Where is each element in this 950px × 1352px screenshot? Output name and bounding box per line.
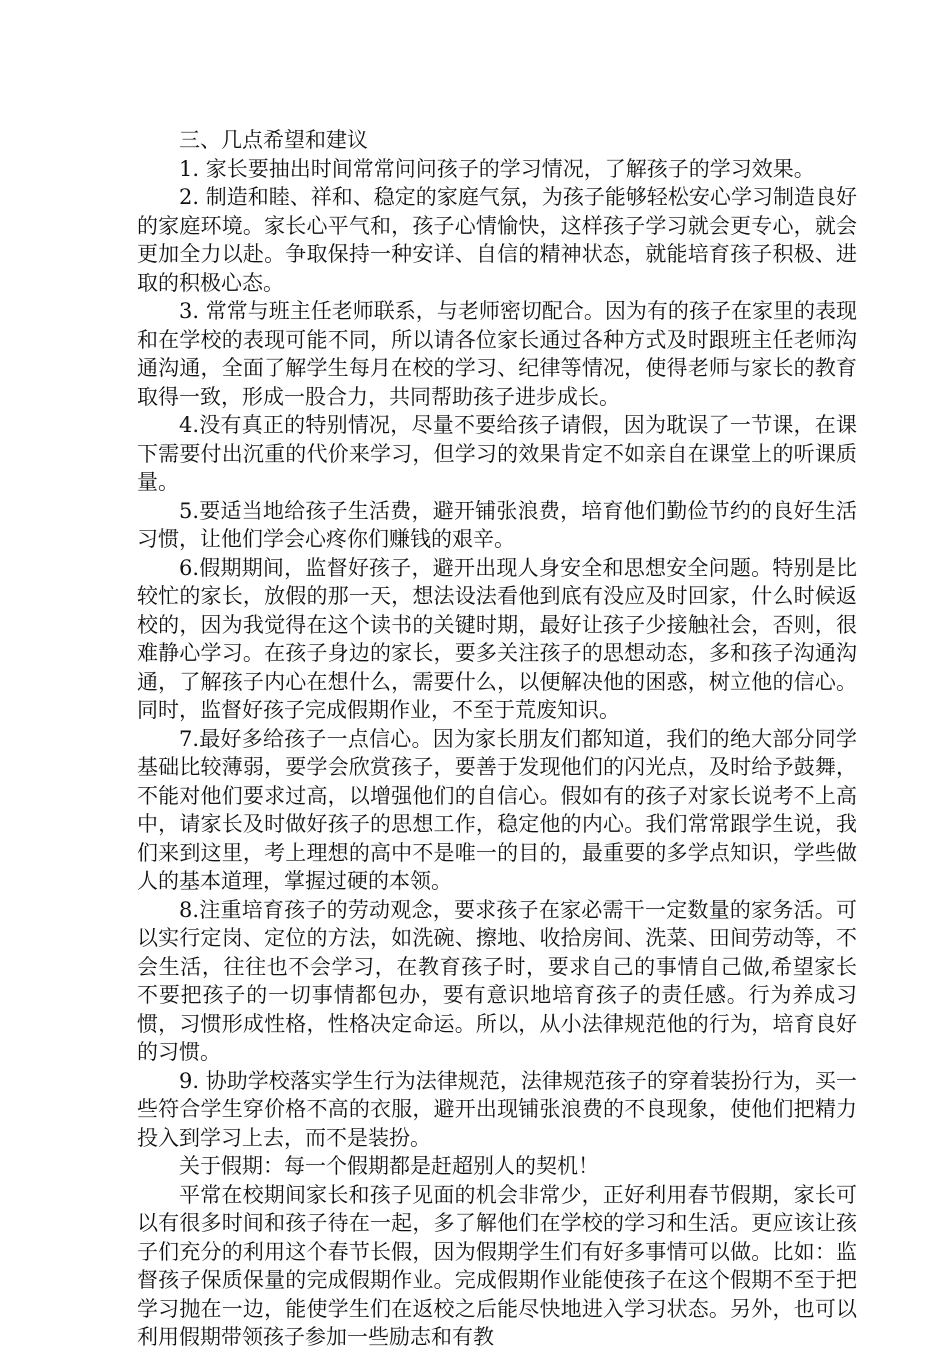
paragraph-item-8: 8.注重培育孩子的劳动观念，要求孩子在家必需干一定数量的家务活。可以实行定岗、定位的方法，如洗碗、擦地、收拾房间、洗菜、田间劳动等，不会生活，往往也不会学习，在教育孩子时，要求自己的事情自己做,希望家长不要把孩子的一切事情都包办，要有意识地培育孩子的责任感。行为养成习惯，习惯形成性格，性格决定命运。所以，从小法律规范他的行为，培育良好的习惯。: [137, 897, 857, 1064]
holiday-heading: 关于假期：每一个假期都是赶超别人的契机！: [179, 1154, 599, 1178]
document-body: [137, 126, 857, 1352]
paragraph-item-7: 7.最好多给孩子一点信心。因为家长朋友们都知道，我们的绝大部分同学基础比较薄弱，要学会欣赏孩子，要善于发现他们的闪光点，及时给予鼓舞，不能对他们要求过高，以增强他们的自信心。假如有的孩子对家长说考不上高中，请家长及时做好孩子的思想工作，稳定他的内心。我们常常跟学生说，我们来到这里，考上理想的高中不是唯一的目的，最重要的多学点知识，学些做人的基本道理，掌握过硬的本领。: [137, 726, 857, 893]
paragraph-item-9: 9. 协助学校落实学生行为法律规范，法律规范孩子的穿着装扮行为，买一些符合学生穿价格不高的衣服，避开出现铺张浪费的不良现象，使他们把精力投入到学习上去，而不是装扮。: [137, 1068, 857, 1150]
paragraph-item-4: 4.没有真正的特别情况，尽量不要给孩子请假，因为耽误了一节课，在课下需要付出沉重的代价来学习，但学习的效果肯定不如亲自在课堂上的听课质量。: [137, 413, 857, 494]
paragraph-item-1: 1. 家长要抽出时间常常问问孩子的学习情况，了解孩子的学习效果。: [179, 156, 815, 181]
paragraph-item-3: 3. 常常与班主任老师联系，与老师密切配合。因为有的孩子在家里的表现和在学校的表现可能不同，所以请各位家长通过各种方式及时跟班主任老师沟通沟通，全面了解学生每月在校的学习、纪律等情况，使得老师与家长的教育取得一致，形成一股合力，共同帮助孩子进步成长。: [137, 299, 857, 409]
paragraph-item-2: 2. 制造和睦、祥和、稳定的家庭气氛，为孩子能够轻松安心学习制造良好的家庭环境。家长心平气和，孩子心情愉快，这样孩子学习就会更专心，就会更加全力以赴。争取保持一种安详、自信的精神状态，就能培育孩子积极、进取的积极心态。: [137, 185, 857, 295]
paragraph-item-6: 6.假期期间，监督好孩子，避开出现人身安全和思想安全问题。特别是比较忙的家长，放假的那一天，想法设法看他到底有没应及时回家，什么时候返校的，因为我觉得在这个读书的关键时期，最好让孩子少接触社会，否则，很难静心学习。在孩子身边的家长，要多关注孩子的思想动态，多和孩子沟通沟通，了解孩子内心在想什么，需要什么，以便解决他的困惑，树立他的信心。同时，监督好孩子完成假期作业，不至于荒废知识。: [137, 555, 857, 722]
paragraph-item-5: 5.要适当地给孩子生活费，避开铺张浪费，培育他们勤俭节约的良好生活习惯，让他们学会心疼你们赚钱的艰辛。: [137, 498, 857, 551]
section-heading: 三、几点希望和建议: [179, 128, 368, 152]
holiday-paragraph: 平常在校期间家长和孩子见面的机会非常少，正好利用春节假期，家长可以有很多时间和孩子待在一起，多了解他们在学校的学习和生活。更应该让孩子们充分的利用这个春节长假，因为假期学生们有好多事情可以做。比如：监督孩子保质保量的完成假期作业。完成假期作业能使孩子在这个假期不至于把学习抛在一边，能使学生们在返校之后能尽快地进入学习状态。另外，也可以利用假期带领孩子参加一些励志和有教: [137, 1182, 857, 1349]
